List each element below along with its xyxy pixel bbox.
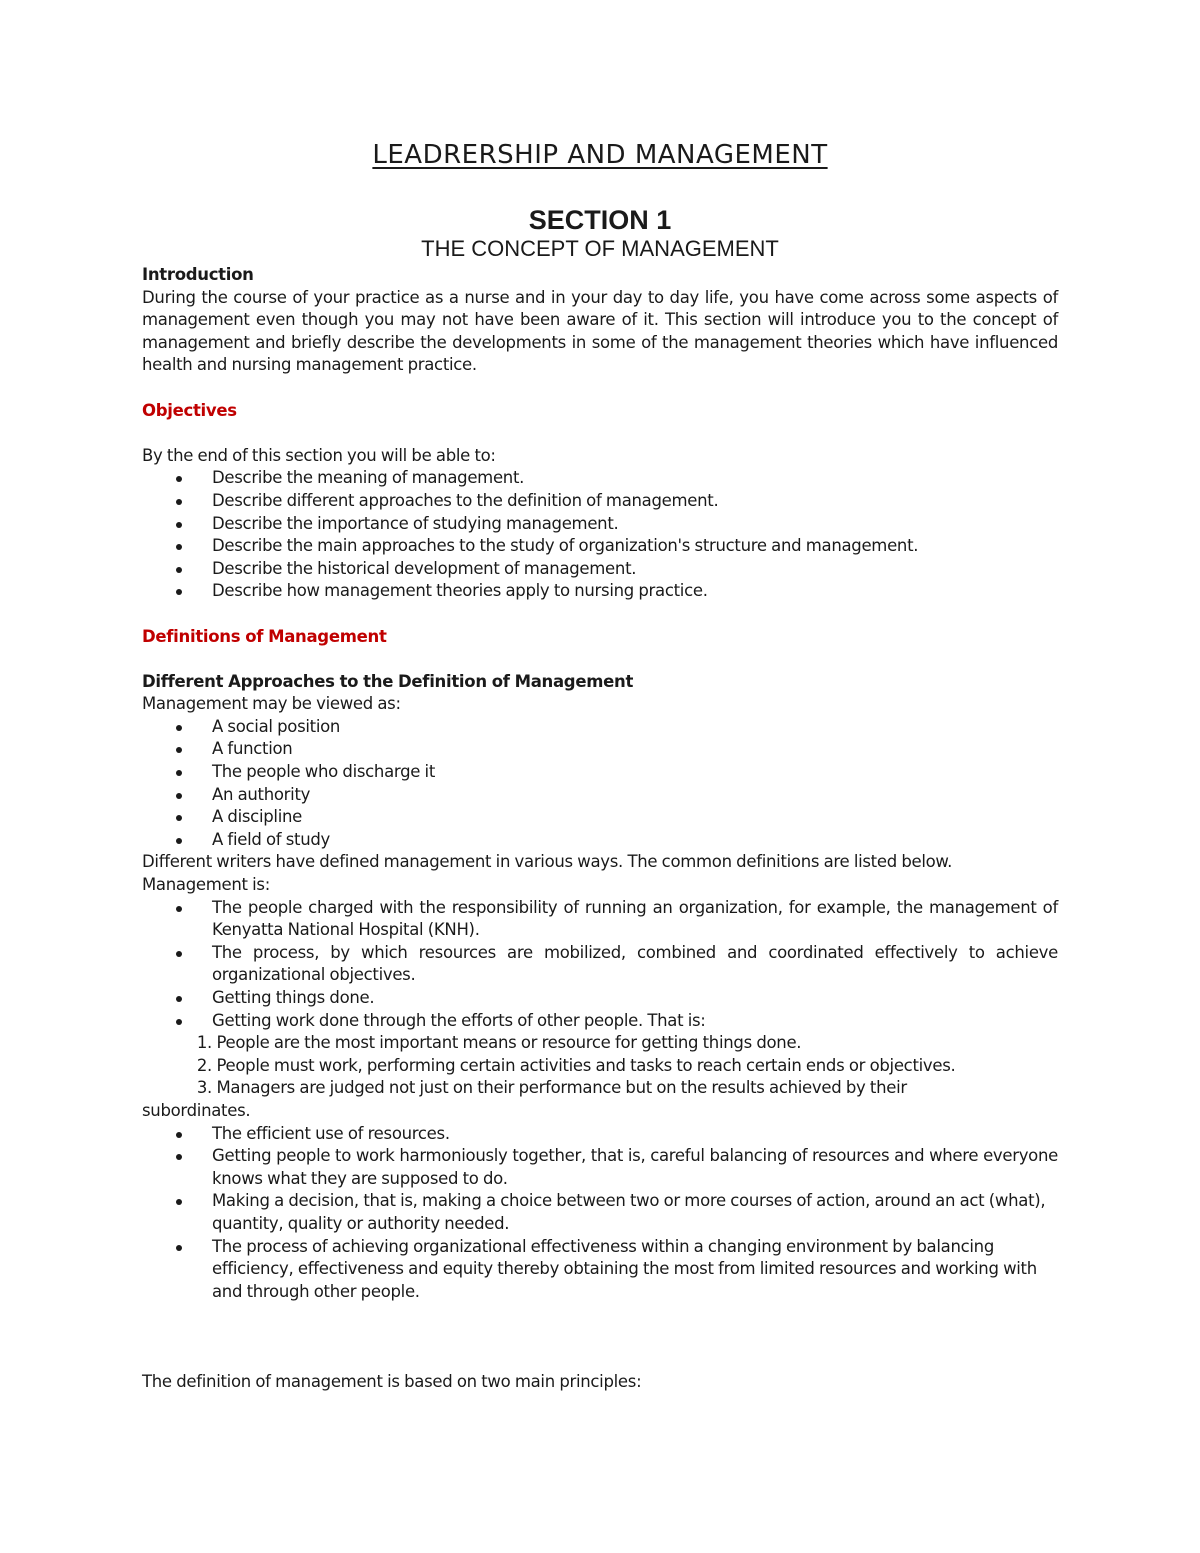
viewed-list (142, 716, 1058, 852)
viewed-lead: Management may be viewed as: (142, 694, 401, 714)
item-text: Managers are judged not just on their performance but on the results achieved by their (216, 1078, 907, 1098)
introduction-heading: Introduction (142, 265, 254, 284)
list-item: The people charged with the responsibility of running an organization, for example, the management of Kenyatta National Hospital (KNH). (142, 897, 1058, 942)
writers-paragraph: Different writers have defined management in various ways. The common definitions are listed below. (142, 852, 953, 872)
list-item: Describe different approaches to the definition of management. (142, 490, 1058, 513)
list-item: The process of achieving organizational effectiveness within a changing environment by balancing efficiency, effectiveness and equity thereby obtaining the most from limited resources and working with and through other people. (142, 1236, 1058, 1304)
list-item: Making a decision, that is, making a choice between two or more courses of action, around an act (what), quantity, quality or authority needed. (142, 1190, 1058, 1235)
section-title: THE CONCEPT OF MANAGEMENT (421, 236, 779, 261)
list-item: Getting people to work harmoniously together, that is, careful balancing of resources and where everyone knows what they are supposed to do. (142, 1145, 1058, 1190)
item-number: 3. (196, 1078, 212, 1098)
more-definitions-list (142, 1123, 1058, 1304)
objectives-lead: By the end of this section you will be able to: (142, 445, 496, 465)
list-item: A discipline (142, 806, 1058, 829)
list-item: Getting things done. (142, 987, 1058, 1010)
objectives-list (142, 467, 1058, 603)
definitions-heading: Definitions of Management (142, 626, 387, 646)
item-number: 2. (196, 1055, 212, 1075)
list-item: Describe the main approaches to the study of organization's structure and management. (142, 535, 1058, 558)
list-item: Describe how management theories apply to nursing practice. (142, 580, 1058, 603)
section-number: SECTION 1 (528, 205, 672, 235)
objectives-heading: Objectives (142, 400, 237, 420)
definitions-subheading: Different Approaches to the Definition of Management (142, 671, 634, 691)
numbered-item (142, 1055, 1058, 1078)
management-is-list (142, 897, 1058, 1033)
introduction-paragraph: During the course of your practice as a nurse and in your day to day life, you have come across some aspects of management even though you may not have been aware of it. This section will introduce you to the concept of management and briefly describe the developments in some of the management theories which have influenced health and nursing management practice. (142, 287, 1058, 375)
list-item: An authority (142, 784, 1058, 807)
list-item: The efficient use of resources. (142, 1123, 1058, 1146)
list-item: A social position (142, 716, 1058, 739)
list-item: Describe the meaning of management. (142, 467, 1058, 490)
list-item: Describe the importance of studying management. (142, 513, 1058, 536)
numbered-list (142, 1032, 1058, 1100)
numbered-item (142, 1032, 1058, 1055)
management-is-lead: Management is: (142, 875, 270, 895)
list-item: The people who discharge it (142, 761, 1058, 784)
list-item: Getting work done through the efforts of other people. That is: (142, 1010, 1058, 1033)
list-item: A function (142, 738, 1058, 761)
list-item: The process, by which resources are mobilized, combined and coordinated effectively to achieve organizational objectives. (142, 942, 1058, 987)
item-text: People are the most important means or resource for getting things done. (216, 1033, 802, 1053)
principles-paragraph: The definition of management is based on two main principles: (142, 1372, 642, 1392)
list-item: Describe the historical development of management. (142, 558, 1058, 581)
numbered-continuation: subordinates. (142, 1100, 251, 1120)
list-item: A field of study (142, 829, 1058, 852)
item-text: People must work, performing certain activities and tasks to reach certain ends or objectives. (216, 1055, 956, 1075)
document-body (142, 264, 1058, 1394)
document-title: LEADRERSHIP AND MANAGEMENT (372, 140, 828, 170)
numbered-item (142, 1077, 1058, 1100)
item-number: 1. (196, 1033, 212, 1053)
